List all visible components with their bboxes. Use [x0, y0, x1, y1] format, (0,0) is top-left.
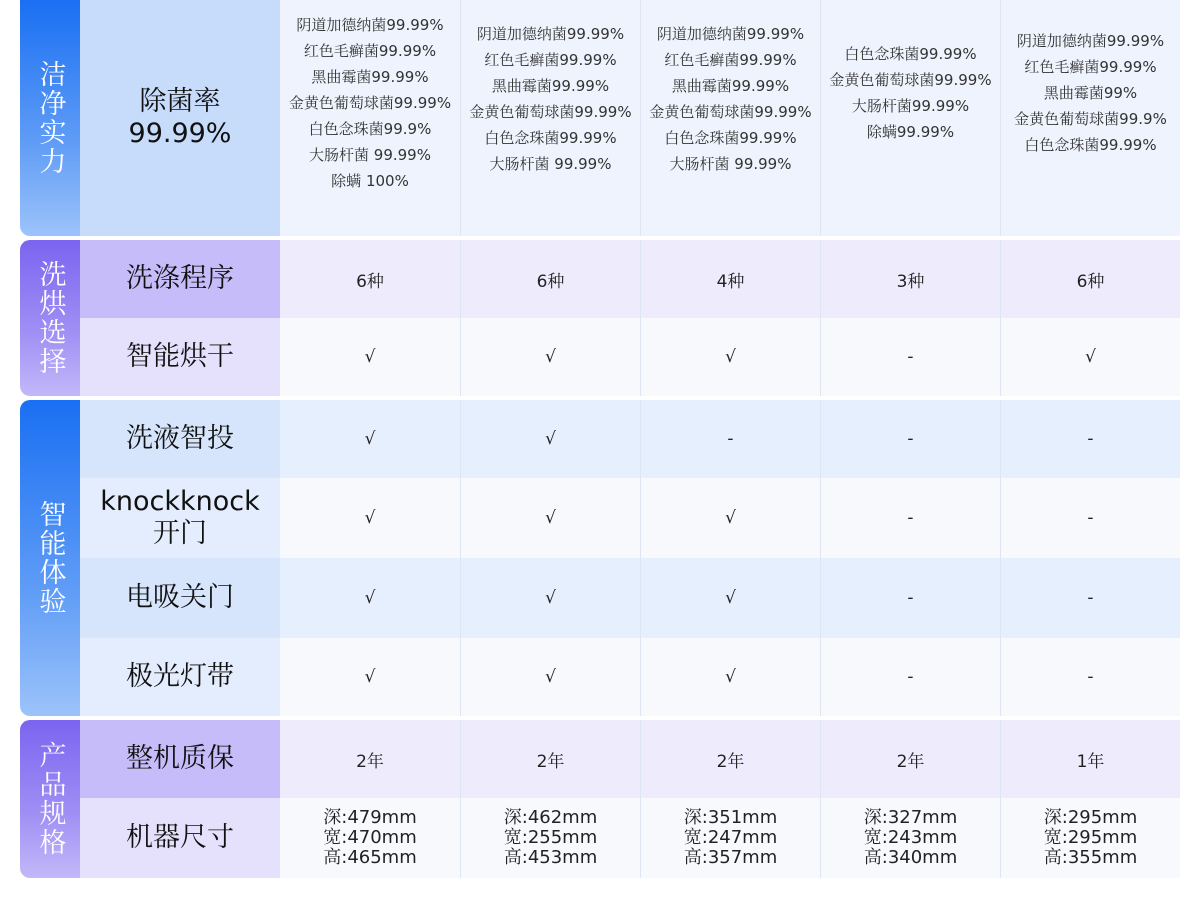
cell-line: 除螨 100%	[331, 172, 409, 190]
cell-line: 宽:243mm	[863, 827, 958, 848]
cell-line: 除螨99.99%	[866, 123, 955, 141]
cell-line: 高:357mm	[683, 847, 778, 868]
cell-line: 宽:255mm	[503, 827, 598, 848]
cell-line: 黑曲霉菌99.99%	[311, 68, 429, 86]
cell-line: 大肠杆菌99.99%	[851, 97, 970, 115]
cell-line: 白色念珠菌99.99%	[1024, 136, 1157, 154]
cell-line: 宽:470mm	[323, 827, 417, 848]
table-cell	[640, 0, 820, 236]
table-cell: -	[820, 558, 1000, 638]
table-cell	[820, 798, 1000, 878]
table-row-auto-dose	[80, 400, 1180, 478]
row-label-line: 99.99%	[128, 118, 232, 149]
table-row-warranty	[80, 720, 1180, 798]
cell-line: 黑曲霉菌99.99%	[671, 77, 790, 95]
table-cell	[280, 798, 460, 878]
cell-line: 白色念珠菌99.99%	[664, 129, 797, 147]
table-cell: -	[1000, 478, 1180, 558]
table-cell	[460, 798, 640, 878]
cell-line: 大肠杆菌 99.99%	[309, 146, 431, 164]
row-label-line: knockknock	[100, 486, 260, 517]
cell-line: 高:453mm	[503, 847, 598, 868]
table-row-smart-dry	[80, 318, 1180, 396]
group-specs	[20, 720, 80, 878]
row-label: 机器尺寸	[80, 798, 280, 878]
row-label: 极光灯带	[80, 638, 280, 716]
cell-line: 宽:247mm	[683, 827, 778, 848]
cell-line: 红色毛癣菌99.99%	[1024, 58, 1157, 76]
table-cell: √	[460, 318, 640, 396]
table-row-size	[80, 798, 1180, 878]
table-cell: √	[460, 400, 640, 478]
table-cell	[640, 798, 820, 878]
table-cell	[280, 0, 460, 236]
table-cell: 6种	[460, 240, 640, 318]
cell-line: 宽:295mm	[1043, 827, 1138, 848]
table-cell: 2年	[280, 720, 460, 798]
group-wash-dry	[20, 240, 80, 396]
table-cell: 1年	[1000, 720, 1180, 798]
cell-line: 黑曲霉菌99.99%	[491, 77, 610, 95]
cell-line: 阴道加德纳菌99.99%	[656, 25, 805, 43]
cell-line: 高:340mm	[863, 847, 958, 868]
table-cell: -	[820, 318, 1000, 396]
cell-line: 黑曲霉菌99%	[1043, 84, 1138, 102]
cell-line: 红色毛癣菌99.99%	[664, 51, 797, 69]
cell-line: 金黄色葡萄球菌99.99%	[288, 94, 452, 112]
table-row-soft-close	[80, 558, 1180, 638]
table-cell: 2年	[640, 720, 820, 798]
cell-line: 金黄色葡萄球菌99.9%	[1014, 110, 1167, 128]
table-cell: 6种	[280, 240, 460, 318]
table-row-programs	[80, 240, 1180, 318]
table-cell: √	[640, 318, 820, 396]
cell-line: 阴道加德纳菌99.99%	[296, 16, 444, 34]
cell-line: 金黄色葡萄球菌99.99%	[469, 103, 632, 121]
table-row-sterilization	[80, 0, 1180, 236]
table-cell: √	[640, 638, 820, 716]
cell-line: 红色毛癣菌99.99%	[484, 51, 617, 69]
table-cell: √	[640, 558, 820, 638]
cell-line: 白色念珠菌99.99%	[844, 45, 977, 63]
group-label: 产品规格	[34, 741, 66, 857]
table-cell: √	[280, 558, 460, 638]
table-cell: √	[1000, 318, 1180, 396]
row-label-line: 开门	[153, 518, 207, 549]
cell-line: 深:327mm	[863, 807, 958, 828]
table-cell	[820, 0, 1000, 236]
table-cell	[1000, 798, 1180, 878]
table-cell: 2年	[460, 720, 640, 798]
cell-line: 深:351mm	[683, 807, 778, 828]
cell-line: 阴道加德纳菌99.99%	[1016, 32, 1165, 50]
table-cell	[460, 0, 640, 236]
cell-line: 白色念珠菌99.9%	[308, 120, 432, 138]
table-row-knock-open	[80, 478, 1180, 558]
table-cell: 2年	[820, 720, 1000, 798]
cell-line: 大肠杆菌 99.99%	[669, 155, 792, 173]
table-cell: √	[640, 478, 820, 558]
table-cell: -	[1000, 400, 1180, 478]
row-label	[80, 478, 280, 558]
cell-line: 金黄色葡萄球菌99.99%	[649, 103, 812, 121]
comparison-table	[20, 0, 1180, 878]
table-cell: √	[460, 558, 640, 638]
table-cell: -	[1000, 558, 1180, 638]
row-label: 电吸关门	[80, 558, 280, 638]
table-cell: 3种	[820, 240, 1000, 318]
cell-line: 深:479mm	[323, 807, 417, 828]
table-cell: -	[820, 638, 1000, 716]
group-label: 智能体验	[34, 500, 66, 616]
group-cleaning-power	[20, 0, 80, 236]
table-cell: √	[280, 478, 460, 558]
cell-line: 深:295mm	[1043, 807, 1138, 828]
row-label: 洗液智投	[80, 400, 280, 478]
table-cell: -	[640, 400, 820, 478]
cell-line: 白色念珠菌99.99%	[484, 129, 617, 147]
table-cell: √	[280, 400, 460, 478]
cell-line: 高:465mm	[323, 847, 417, 868]
cell-line: 金黄色葡萄球菌99.99%	[829, 71, 992, 89]
cell-line: 大肠杆菌 99.99%	[489, 155, 612, 173]
table-cell: -	[820, 478, 1000, 558]
group-smart-experience	[20, 400, 80, 716]
table-cell: -	[820, 400, 1000, 478]
group-label: 洁净实力	[34, 60, 66, 176]
cell-line: 深:462mm	[503, 807, 598, 828]
table-cell: -	[1000, 638, 1180, 716]
cell-line: 红色毛癣菌99.99%	[303, 42, 437, 60]
table-cell: 6种	[1000, 240, 1180, 318]
group-label: 洗烘选择	[34, 260, 66, 376]
table-cell: √	[460, 638, 640, 716]
row-label-line: 除菌率	[139, 86, 221, 117]
table-cell	[1000, 0, 1180, 236]
row-label	[80, 0, 280, 236]
table-cell: √	[460, 478, 640, 558]
table-cell: 4种	[640, 240, 820, 318]
cell-line: 阴道加德纳菌99.99%	[476, 25, 625, 43]
table-cell: √	[280, 638, 460, 716]
row-label: 洗涤程序	[80, 240, 280, 318]
cell-line: 高:355mm	[1043, 847, 1138, 868]
table-cell: √	[280, 318, 460, 396]
row-label: 智能烘干	[80, 318, 280, 396]
table-row-light-strip	[80, 638, 1180, 716]
row-label: 整机质保	[80, 720, 280, 798]
